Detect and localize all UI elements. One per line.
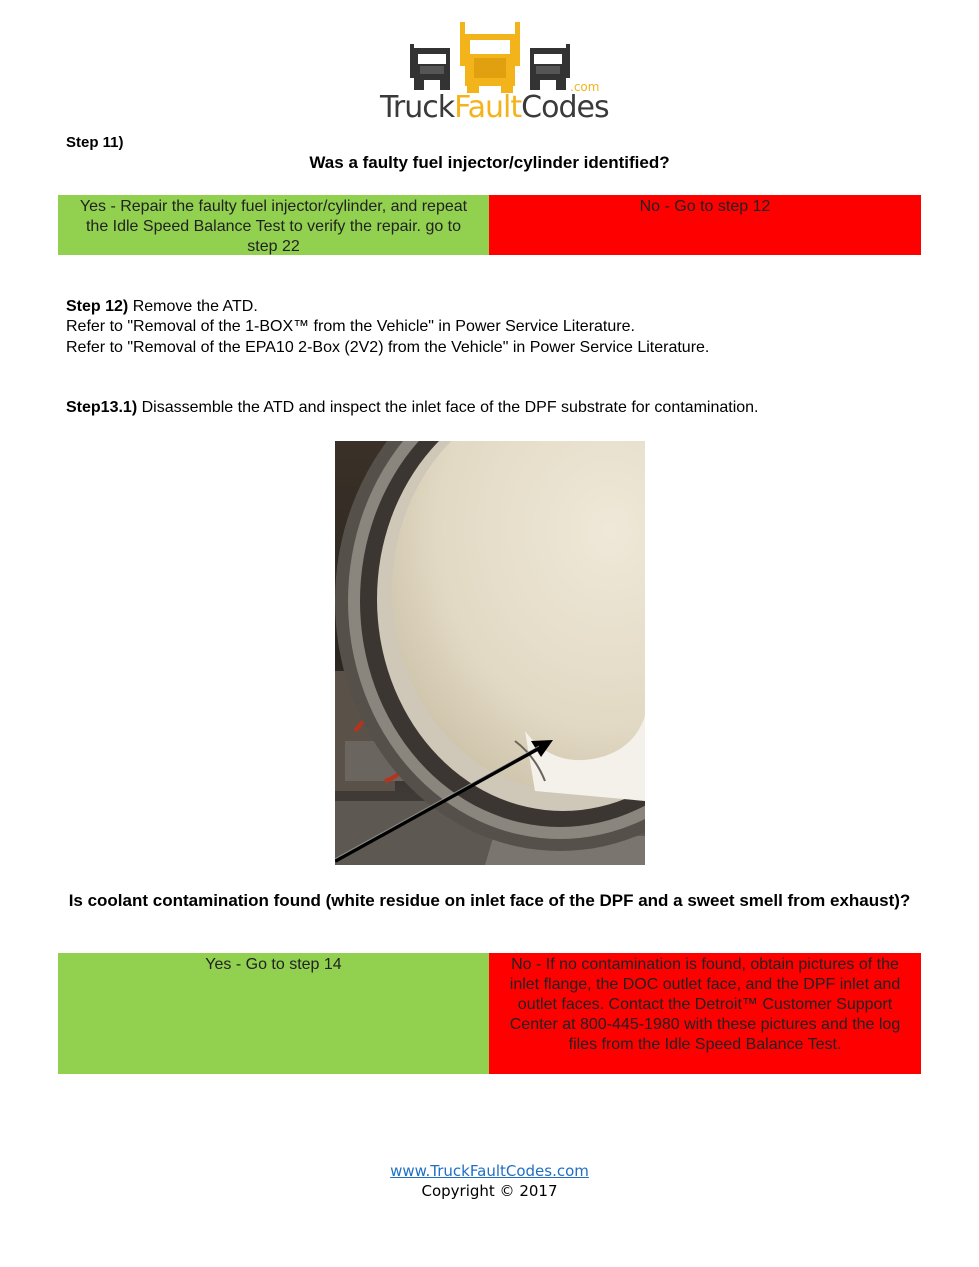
step12-line2: Refer to "Removal of the 1-BOX™ from the Vehicle" in Power Service Literature. (66, 318, 635, 335)
truckfaultcodes-logo (370, 18, 610, 128)
step13-no-box: No - If no contamination is found, obtain pictures of the inlet flange, the DOC outlet face, and the DPF inlet and outlet faces. Contact the Detroit™ Customer Support Center at 800-445-1980 with these pictures and the log files from the Idle Speed Balance Test. (489, 953, 921, 1074)
footer-copyright: Copyright © 2017 (421, 1182, 558, 1200)
logo-text-codes: Codes (521, 90, 609, 125)
step12-text (66, 297, 258, 318)
step11-question: Was a faulty fuel injector/cylinder identified? (309, 153, 670, 172)
step11-no-box: No - Go to step 12 (489, 195, 921, 255)
logo-text-fault: Fault (454, 90, 522, 125)
dpf-inlet-photo (335, 441, 645, 865)
step13-text (66, 398, 759, 419)
footer (0, 1161, 979, 1201)
logo-text (380, 90, 609, 125)
logo-com-text: .com (570, 80, 600, 94)
step12-line3: Refer to "Removal of the EPA10 2-Box (2V2) from the Vehicle" in Power Service Literature. (66, 339, 710, 356)
step13-label: Step13.1) (66, 399, 138, 416)
step12-label: Step 12) (66, 298, 129, 315)
footer-link[interactable]: www.TruckFaultCodes.com (390, 1162, 589, 1180)
step13-action: Disassemble the ATD and inspect the inlet face of the DPF substrate for contamination. (137, 399, 759, 416)
dpf-inlet-image (335, 441, 645, 865)
step13-question: Is coolant contamination found (white residue on inlet face of the DPF and a sweet smell from exhaust)? (68, 891, 911, 910)
logo-text-truck: Truck (380, 90, 455, 125)
step11-yes-box: Yes - Repair the faulty fuel injector/cylinder, and repeat the Idle Speed Balance Test to verify the repair. go to step 22 (58, 195, 489, 255)
step13-yes-box: Yes - Go to step 14 (58, 953, 489, 1074)
step11-label: Step 11) (66, 134, 124, 151)
step12-action: Remove the ATD. (128, 298, 258, 315)
